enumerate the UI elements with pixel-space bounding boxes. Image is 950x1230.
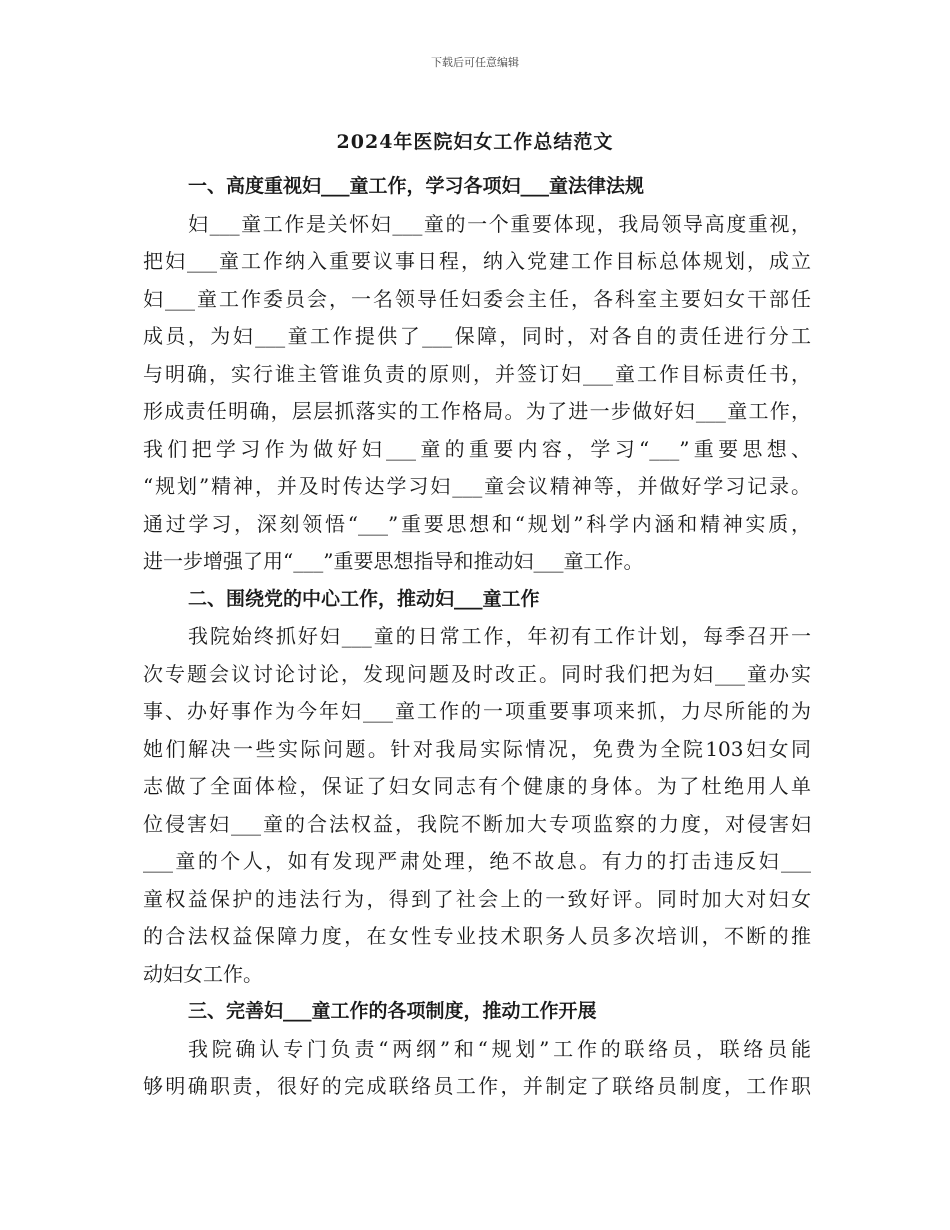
text-line: 够明确职责，很好的完成联络员工作，并制定了联络员制度，工作职	[143, 1074, 811, 1098]
text-line: 童权益保护的违法行为，得到了社会上的一致好评。同时加大对妇女	[143, 886, 811, 911]
text-line: 我院确认专门负责“两纲”和“规划”工作的联络员，联络员能	[188, 1036, 811, 1061]
text-line: 进一步增强了用“___”重要思想指导和推动妇___童工作。	[143, 549, 644, 573]
text-line: 事、办好事作为今年妇___童工作的一项重要事项来抓，力尽所能的为	[143, 699, 811, 723]
text-line: 妇___童工作委员会，一名领导任妇委会主任，各科室主要妇女干部任	[143, 286, 811, 311]
text-line: 的合法权益保障力度，在女性专业技术职务人员多次培训，不断的推	[143, 924, 811, 948]
text-line: 位侵害妇___童的合法权益，我院不断加大专项监察的力度，对侵害妇	[143, 811, 811, 836]
document-body	[143, 168, 811, 1106]
text-line: 次专题会议讨论讨论，发现问题及时改正。同时我们把为妇___童办实	[143, 661, 811, 686]
text-line: 把妇___童工作纳入重要议事日程，纳入党建工作目标总体规划，成立	[143, 249, 811, 273]
text-line: ___童的个人，如有发现严肃处理，绝不故息。有力的打击违反妇___	[143, 849, 811, 873]
section-heading: 一、高度重视妇___童工作，学习各项妇___童法律法规	[188, 175, 645, 197]
text-line: 成员，为妇___童工作提供了___保障，同时，对各自的责任进行分工	[143, 324, 811, 348]
text-line: “规划”精神，并及时传达学习妇___童会议精神等，并做好学习记录。	[143, 474, 811, 498]
header-note: 下载后可任意编辑	[431, 56, 519, 69]
document-title: 2024年医院妇女工作总结范文	[336, 131, 614, 153]
paragraph	[143, 206, 811, 581]
text-line: 形成责任明确，层层抓落实的工作格局。为了进一步做好妇___童工作，	[143, 399, 811, 423]
text-line: 我院始终抓好妇___童的日常工作，年初有工作计划，每季召开一	[188, 624, 811, 648]
text-line: 妇___童工作是关怀妇___童的一个重要体现，我局领导高度重视，	[188, 211, 811, 236]
paragraph	[143, 618, 811, 993]
text-line: 动妇女工作。	[143, 961, 263, 986]
text-line: 通过学习，深刻领悟“___”重要思想和“规划”科学内涵和精神实质，	[143, 511, 811, 536]
text-line: 我们把学习作为做好妇___童的重要内容，学习“___”重要思想、	[143, 436, 811, 461]
text-line: 与明确，实行谁主管谁负责的原则，并签订妇___童工作目标责任书，	[143, 361, 811, 386]
text-line: 她们解决一些实际问题。针对我局实际情况，免费为全院103妇女同	[143, 736, 811, 761]
section-heading: 三、完善妇___童工作的各项制度，推动工作开展	[188, 1000, 597, 1022]
section-heading: 二、围绕党的中心工作，推动妇___童工作	[188, 587, 540, 610]
paragraph	[143, 1031, 811, 1106]
text-line: 志做了全面体检，保证了妇女同志有个健康的身体。为了杜绝用人单	[143, 774, 811, 798]
